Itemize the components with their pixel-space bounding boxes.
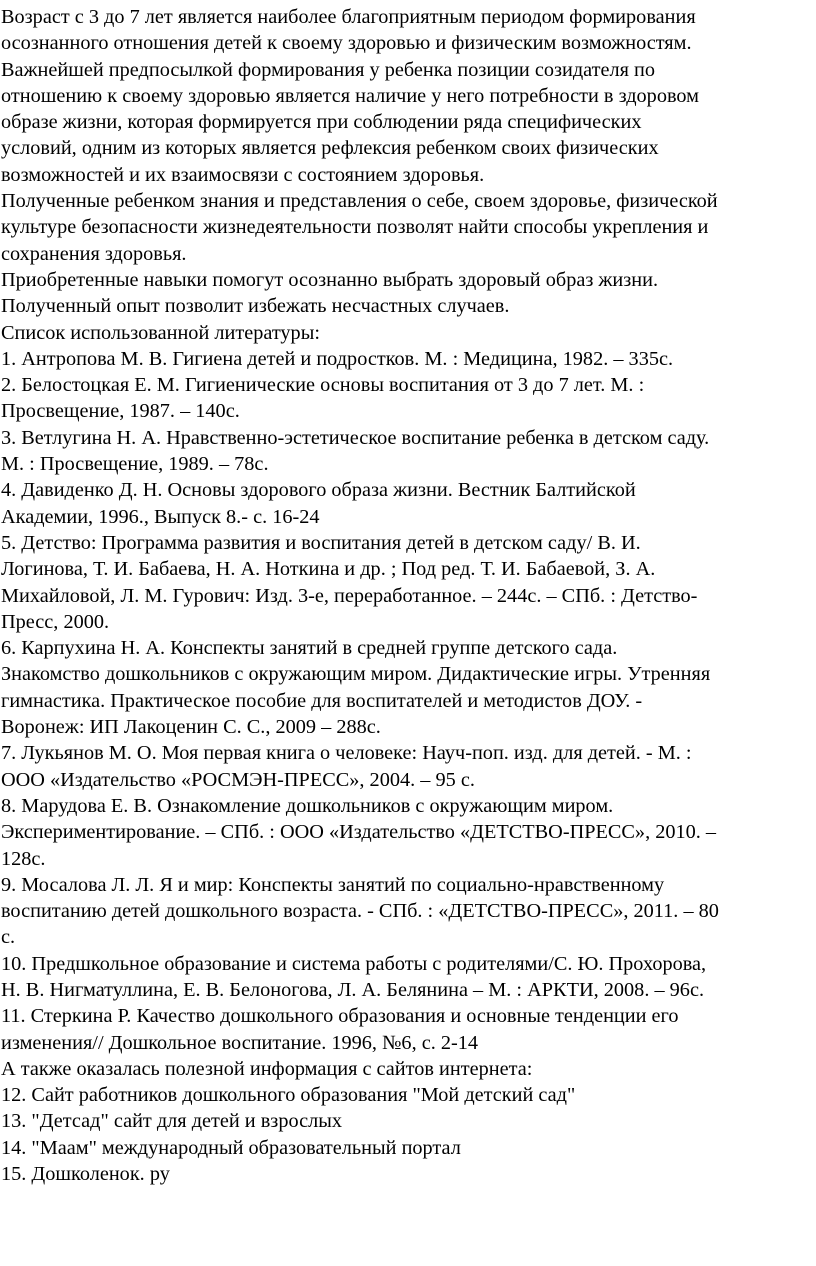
text-line: культуре безопасности жизнедеятельности позволят найти способы укрепления и	[1, 216, 709, 239]
text-line: Полученный опыт позволит избежать несчастных случаев.	[1, 295, 510, 318]
reference-line: 13. "Детсад" сайт для детей и взрослых	[1, 1110, 342, 1133]
reference-line: 6. Карпухина Н. А. Конспекты занятий в средней группе детского сада.	[1, 637, 618, 660]
websites-heading: А также оказалась полезной информация с сайтов интернета:	[1, 1057, 533, 1080]
reference-line: Логинова, Т. И. Бабаева, Н. А. Ноткина и др. ; Под ред. Т. И. Бабаевой, З. А.	[1, 558, 656, 581]
reference-line: Михайловой, Л. М. Гурович: Изд. 3-е, переработанное. – 244с. – СПб. : Детство-	[1, 584, 698, 607]
reference-line: 14. "Маам" международный образовательный портал	[1, 1136, 461, 1159]
reference-line: изменения// Дошкольное воспитание. 1996, №6, с. 2-14	[1, 1031, 479, 1054]
reference-line: 4. Давиденко Д. Н. Основы здорового образа жизни. Вестник Балтийской	[1, 479, 636, 502]
reference-line: Экспериментирование. – СПб. : ООО «Издательство «ДЕТСТВО-ПРЕСС», 2010. –	[1, 821, 717, 844]
reference-line: воспитанию детей дошкольного возраста. - СПб. : «ДЕТСТВО-ПРЕСС», 2011. – 80	[1, 900, 719, 923]
reference-line: 12. Сайт работников дошкольного образования "Мой детский сад"	[1, 1084, 576, 1107]
reference-line: с.	[1, 926, 16, 949]
reference-line: 2. Белостоцкая Е. М. Гигиенические основы воспитания от 3 до 7 лет. М. :	[1, 374, 645, 397]
text-line: осознанного отношения детей к своему здоровью и физическим возможностям.	[1, 32, 692, 55]
text-line: Приобретенные навыки помогут осознанно выбрать здоровый образ жизни.	[1, 268, 659, 291]
text-line: условий, одним из которых является рефлексия ребенком своих физических	[1, 137, 659, 160]
reference-line: ООО «Издательство «РОСМЭН-ПРЕСС», 2004. – 95 с.	[1, 768, 475, 791]
text-line: Возраст с 3 до 7 лет является наиболее благоприятным периодом формирования	[1, 6, 696, 28]
text-line: возможностей и их взаимосвязи с состоянием здоровья.	[1, 163, 485, 186]
text-line: сохранения здоровья.	[1, 242, 187, 265]
reference-line: 11. Стеркина Р. Качество дошкольного образования и основные тенденции его	[1, 1005, 679, 1028]
text-line: Важнейшей предпосылкой формирования у ребенка позиции созидателя по	[1, 58, 656, 81]
reference-line: 3. Ветлугина Н. А. Нравственно-эстетическое воспитание ребенка в детском саду.	[1, 426, 710, 449]
reference-line: Воронеж: ИП Лакоценин С. С., 2009 – 288с.	[1, 716, 381, 739]
reference-line: Знакомство дошкольников с окружающим миром. Дидактические игры. Утренняя	[1, 663, 711, 686]
reference-line: Пресс, 2000.	[1, 610, 110, 633]
reference-line: М. : Просвещение, 1989. – 78с.	[1, 453, 269, 476]
text-line: отношению к своему здоровью является наличие у него потребности в здоровом	[1, 84, 699, 107]
reference-line: 128с.	[1, 847, 46, 870]
reference-line: 5. Детство: Программа развития и воспитания детей в детском саду/ В. И.	[1, 531, 641, 554]
reference-line: 9. Мосалова Л. Л. Я и мир: Конспекты занятий по социально-нравственному	[1, 873, 665, 896]
reference-line: гимнастика. Практическое пособие для воспитателей и методистов ДОУ. -	[1, 689, 643, 712]
reference-line: 10. Предшкольное образование и система работы с родителями/С. Ю. Прохорова,	[1, 952, 707, 975]
reference-line: Академии, 1996., Выпуск 8.- с. 16-24	[1, 505, 320, 528]
text-line: образе жизни, которая формируется при соблюдении ряда специфических	[1, 111, 642, 134]
references-heading: Список использованной литературы:	[1, 321, 320, 344]
reference-line: 15. Дошколенок. ру	[1, 1163, 170, 1186]
reference-line: Н. В. Нигматуллина, Е. В. Белоногова, Л. А. Белянина – М. : АРКТИ, 2008. – 96с.	[1, 978, 705, 1001]
reference-line: 1. Антропова М. В. Гигиена детей и подростков. М. : Медицина, 1982. – 335с.	[1, 347, 674, 370]
reference-line: Просвещение, 1987. – 140с.	[1, 400, 240, 423]
text-line: Полученные ребенком знания и представления о себе, своем здоровье, физической	[1, 190, 718, 213]
reference-line: 7. Лукьянов М. О. Моя первая книга о человеке: Науч-поп. изд. для детей. - М. :	[1, 742, 692, 765]
reference-line: 8. Марудова Е. В. Ознакомление дошкольников с окружающим миром.	[1, 794, 614, 817]
